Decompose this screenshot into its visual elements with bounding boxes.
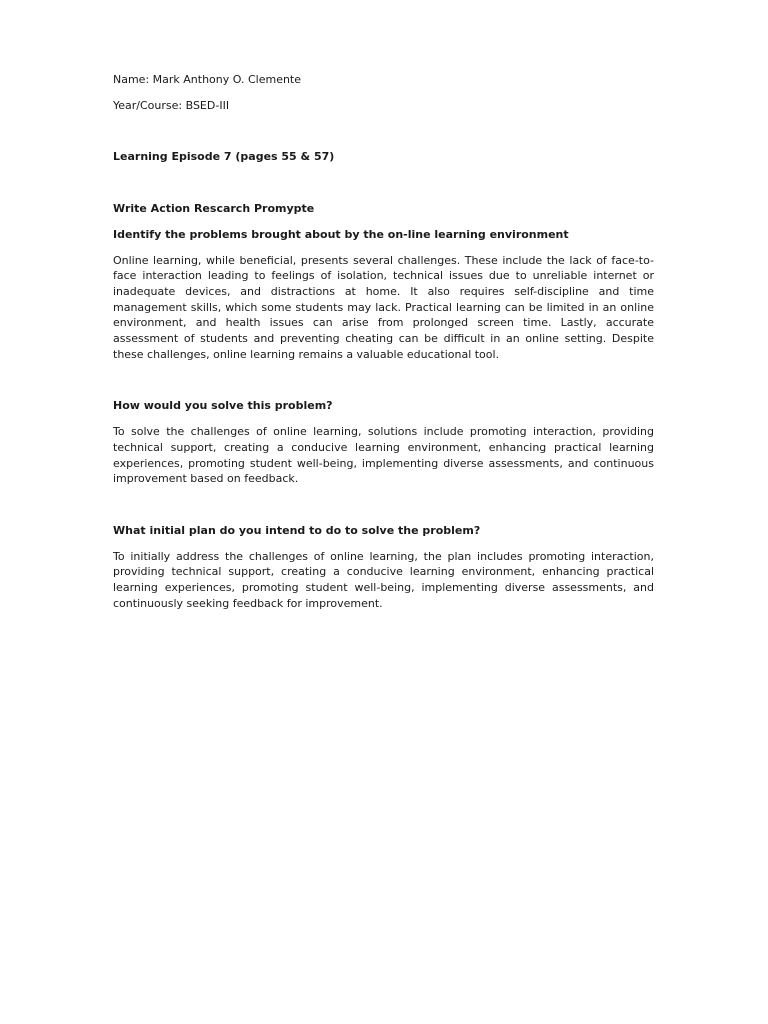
year-course: Year/Course: BSED-III xyxy=(113,98,230,112)
answer-paragraph: To initially address the challenges of online learning, the plan includes promoting interaction, providing technical support, creating a conducive learning environment, enhancing practical learning experiences, promoting student well-being, implementing diverse assessments, and continuously seeking feedback for improvement. xyxy=(113,549,654,610)
document-body xyxy=(113,72,654,611)
episode-title: Learning Episode 7 (pages 55 & 57) xyxy=(113,150,335,164)
section-solution xyxy=(113,398,654,487)
answer-paragraph: To solve the challenges of online learning, solutions include promoting interaction, providing technical support, creating a conducive learning environment, enhancing practical learning experiences, promoting student well-being, implementing diverse assessments, and continuous improvement based on feedback. xyxy=(113,425,654,486)
student-name: Name: Mark Anthony O. Clemente xyxy=(113,73,302,86)
answer-paragraph: Online learning, while beneficial, presents several challenges. These include the lack of face-to-face interaction leading to feelings of isolation, technical issues due to unreliable internet or inadequate devices, and distractions at home. It also requires self-discipline and time management skills, which some students may lack. Practical learning can be limited in an online environment, and health issues can arise from prolonged screen time. Lastly, accurate assessment of students and preventing cheating can be difficult in an online setting. Despite these challenges, online learning remains a valuable educational tool. xyxy=(113,253,654,361)
prompt-title: Write Action Rescarch Promypte xyxy=(113,202,315,216)
section-initial-plan xyxy=(113,523,654,612)
question-heading: Identify the problems brought about by the on-line learning environment xyxy=(113,227,569,241)
section-problems xyxy=(113,227,654,363)
question-heading: What initial plan do you intend to do to solve the problem? xyxy=(113,523,481,537)
question-heading: How would you solve this problem? xyxy=(113,399,333,413)
